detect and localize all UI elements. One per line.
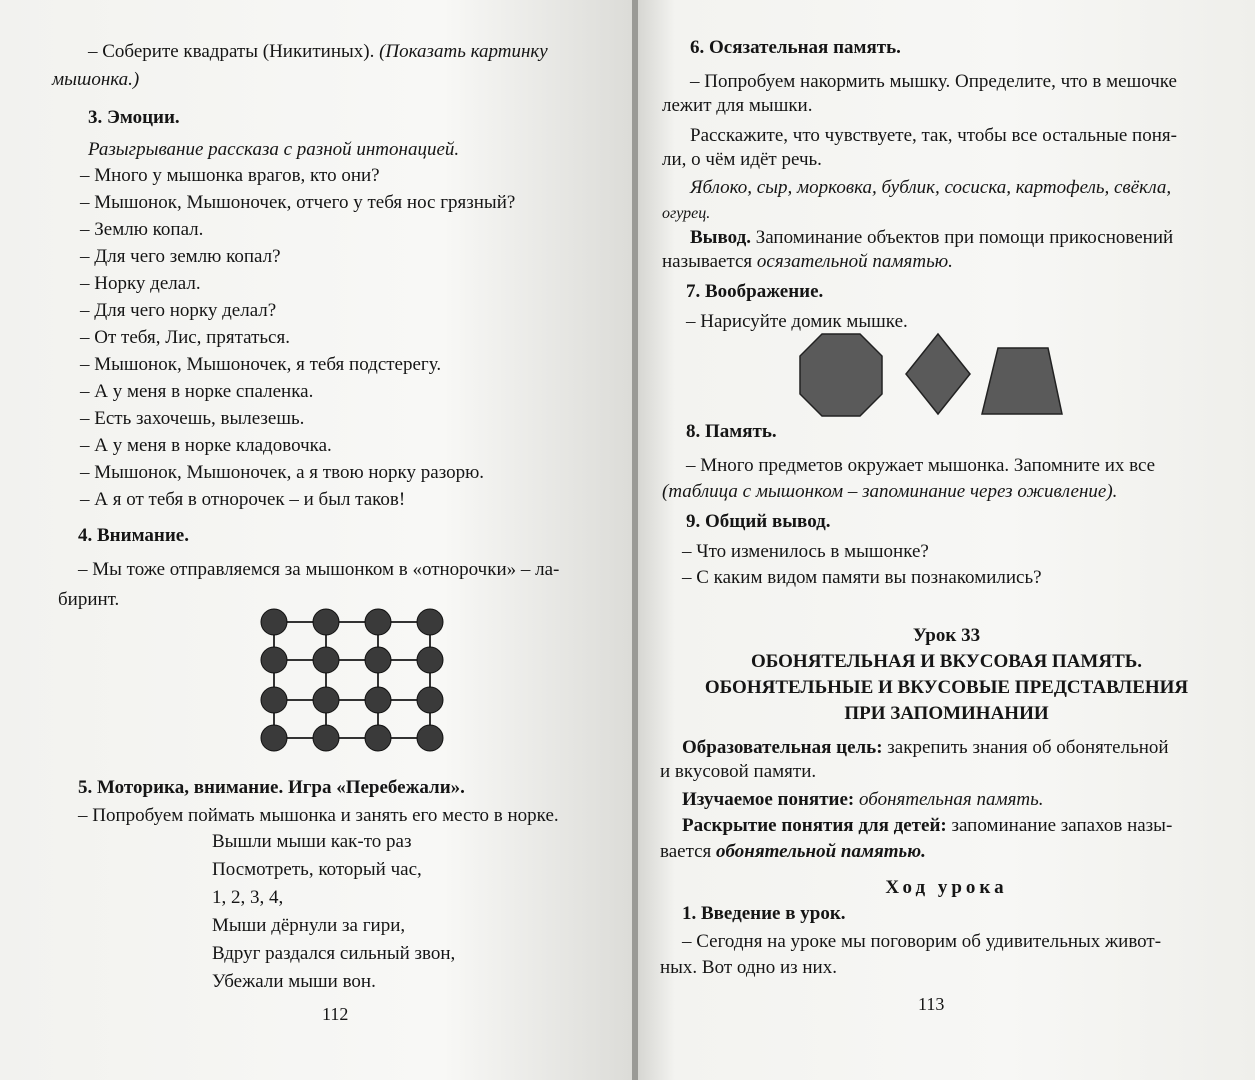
labyrinth-dot xyxy=(261,647,287,673)
poem-line: Вдруг раздался сильный звон, xyxy=(212,943,456,964)
octagon-shape xyxy=(800,334,882,416)
intro-italic-2: мышонка.) xyxy=(52,69,140,90)
labyrinth-dot xyxy=(313,609,339,635)
section-4-line1: – Мы тоже отправляемся за мышонком в «отнорочки» – ла- xyxy=(78,559,560,580)
section-6-line4: ли, о чём идёт речь. xyxy=(662,149,822,170)
lesson-title-2: ОБОНЯТЕЛЬНЫЕ И ВКУСОВЫЕ ПРЕДСТАВЛЕНИЯ xyxy=(704,677,1189,698)
labyrinth-dot xyxy=(313,647,339,673)
intro-line1: – Сегодня на уроке мы поговорим об удивительных живот- xyxy=(682,931,1162,952)
goal-label: Образовательная цель: xyxy=(682,737,883,758)
page-number-left: 112 xyxy=(322,1004,349,1024)
dialogue-line: – Норку делал. xyxy=(80,273,201,294)
trapezoid-shape xyxy=(982,348,1062,414)
disclosure-text-2: вается xyxy=(660,841,717,862)
dialogue-line: – Мышонок, Мышоночек, а я твою норку разорю. xyxy=(80,462,485,483)
labyrinth-dot xyxy=(261,609,287,635)
right-page xyxy=(638,0,1255,1080)
poem-line: 1, 2, 3, 4, xyxy=(212,887,284,908)
section-5-line1: – Попробуем поймать мышонка и занять его место в норке. xyxy=(78,805,559,826)
section-7-line1: – Нарисуйте домик мышке. xyxy=(686,311,908,332)
poem-line: Вышли мыши как-то раз xyxy=(212,831,412,852)
labyrinth-dot xyxy=(313,687,339,713)
section-8-title: 8. Память. xyxy=(686,421,777,442)
section-8-line1: – Много предметов окружает мышонка. Запомните их все xyxy=(686,455,1156,476)
lesson-number: Урок 33 xyxy=(912,625,981,646)
rhombus-shape xyxy=(906,334,970,414)
section-3-title: 3. Эмоции. xyxy=(88,107,180,128)
lesson-flow-heading: Ход урока xyxy=(885,877,1008,898)
labyrinth-dot xyxy=(365,647,391,673)
dialogue-line: – А у меня в норке спаленка. xyxy=(80,381,314,402)
lesson-title-1: ОБОНЯТЕЛЬНАЯ И ВКУСОВАЯ ПАМЯТЬ. xyxy=(750,651,1143,672)
intro-text: – Соберите квадраты (Никитиных). xyxy=(88,41,375,62)
goal-line2: и вкусовой памяти. xyxy=(660,761,817,782)
goal-text: закрепить знания об обонятельной xyxy=(882,737,1169,758)
labyrinth-grid-lines xyxy=(274,622,430,738)
labyrinth-dot xyxy=(417,647,443,673)
conclusion-label: Вывод. xyxy=(690,227,751,248)
disclosure-label: Раскрытие понятия для детей: xyxy=(682,815,947,836)
section-8-line2: (таблица с мышонком – запоминание через оживление). xyxy=(662,481,1118,502)
disclosure-line1 xyxy=(682,814,1172,838)
page-number-right: 113 xyxy=(918,994,945,1014)
section-4-line2: биринт. xyxy=(58,589,120,610)
intro-line2: ных. Вот одно из них. xyxy=(660,957,837,978)
lesson-title-3: ПРИ ЗАПОМИНАНИИ xyxy=(844,703,1049,724)
intro-title: 1. Введение в урок. xyxy=(682,903,846,924)
conclusion-text: Запоминание объектов при помощи прикосновений xyxy=(750,227,1174,248)
house-shapes-figure xyxy=(798,330,1068,420)
conclusion-text-2: называется xyxy=(662,251,757,272)
concept-label: Изучаемое понятие: xyxy=(682,789,855,810)
section-7-title: 7. Воображение. xyxy=(686,281,824,302)
dialogue-line: – От тебя, Лис, прятаться. xyxy=(80,327,290,348)
labyrinth-dot xyxy=(261,725,287,751)
section-9-line2: – С каким видом памяти вы познакомились? xyxy=(682,567,1042,588)
labyrinth-dots xyxy=(261,609,443,751)
section-6-items2: огурец. xyxy=(662,205,711,222)
intro-italic: (Показать картинку xyxy=(379,41,548,62)
section-3-subtitle: Разыгрывание рассказа с разной интонацией. xyxy=(88,139,460,160)
dialogue-line: – Для чего норку делал? xyxy=(80,300,277,321)
dialogue-line: – А я от тебя в отнорочек – и был таков! xyxy=(80,489,406,510)
labyrinth-dot xyxy=(417,687,443,713)
conclusion-line1 xyxy=(690,226,1173,250)
conclusion-line2 xyxy=(662,250,953,274)
poem-line: Мыши дёрнули за гири, xyxy=(212,915,406,936)
section-6-items1: Яблоко, сыр, морковка, бублик, сосиска, картофель, свёкла, xyxy=(690,177,1172,198)
labyrinth-dot xyxy=(417,609,443,635)
labyrinth-dot xyxy=(365,609,391,635)
labyrinth-dot xyxy=(261,687,287,713)
section-9-title: 9. Общий вывод. xyxy=(686,511,831,532)
section-6-title: 6. Осязательная память. xyxy=(690,37,901,58)
dialogue-line: – А у меня в норке кладовочка. xyxy=(80,435,332,456)
conclusion-italic: осязательной памятью. xyxy=(756,251,953,272)
intro-line xyxy=(88,40,548,64)
section-6-line2: лежит для мышки. xyxy=(662,95,813,116)
concept-text: обонятельная память. xyxy=(854,789,1044,810)
labyrinth-figure xyxy=(258,604,448,754)
section-4-title: 4. Внимание. xyxy=(78,525,189,546)
dialogue-line: – Для чего землю копал? xyxy=(80,246,281,267)
section-9-line1: – Что изменилось в мышонке? xyxy=(682,541,929,562)
disclosure-italic: обонятельной памятью. xyxy=(716,841,926,862)
dialogue-line: – Мышонок, Мышоночек, отчего у тебя нос грязный? xyxy=(80,192,516,213)
labyrinth-dot xyxy=(365,687,391,713)
dialogue-line: – Есть захочешь, вылезешь. xyxy=(80,408,305,429)
labyrinth-dot xyxy=(313,725,339,751)
poem-line: Посмотреть, который час, xyxy=(212,859,422,880)
concept-line xyxy=(682,788,1044,812)
disclosure-line2 xyxy=(660,840,926,864)
section-5-title: 5. Моторика, внимание. Игра «Перебежали». xyxy=(78,777,465,798)
labyrinth-dot xyxy=(365,725,391,751)
dialogue-line: – Много у мышонка врагов, кто они? xyxy=(80,165,380,186)
poem-line: Убежали мыши вон. xyxy=(212,971,376,992)
section-6-line3: Расскажите, что чувствуете, так, чтобы все остальные поня- xyxy=(690,125,1177,146)
dialogue-line: – Мышонок, Мышоночек, я тебя подстерегу. xyxy=(80,354,442,375)
section-6-line1: – Попробуем накормить мышку. Определите, что в мешочке xyxy=(690,71,1177,92)
dialogue-line: – Землю копал. xyxy=(80,219,204,240)
labyrinth-dot xyxy=(417,725,443,751)
goal-line1 xyxy=(682,736,1169,760)
disclosure-text: запоминание запахов назы- xyxy=(946,815,1173,836)
